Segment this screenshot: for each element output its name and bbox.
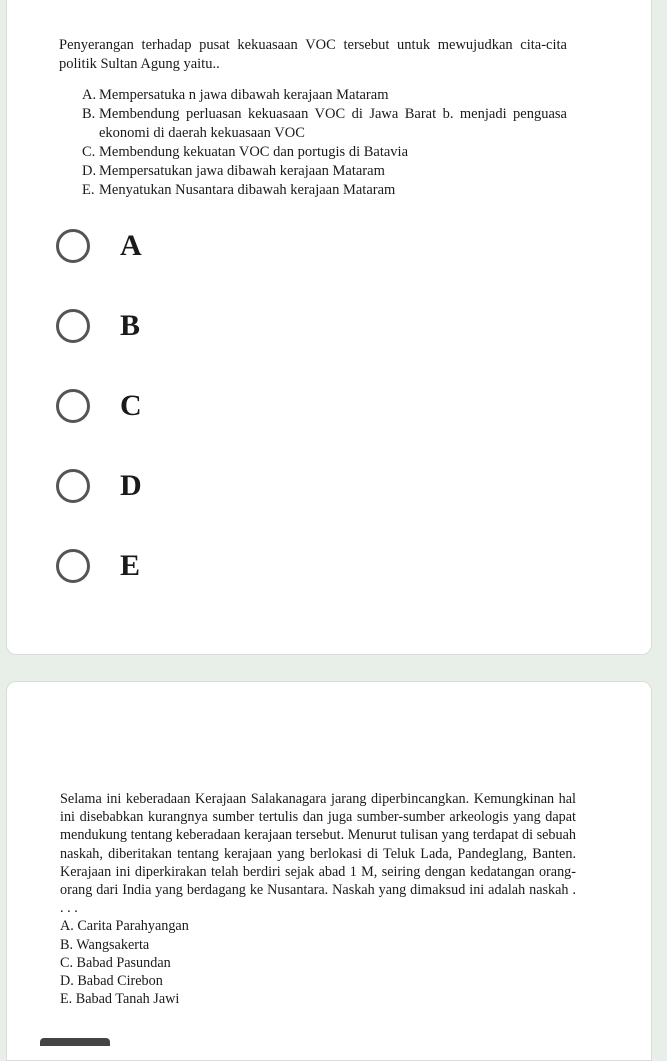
partial-element-bottom [40,1038,110,1046]
answer-choice-label: A [120,229,142,262]
question-1-image-text [59,36,567,200]
answer-choice-b[interactable] [56,306,140,346]
question-1-option-b: B. Membendung perluasan kekuasaan VOC di Jawa Barat b. menjadi penguasa ekonomi di daerah kekuasaan VOC [82,106,567,141]
question-2-option-e: E. Babad Tanah Jawi [60,991,180,1008]
question-2-stem: Selama ini keberadaan Kerajaan Salakanagara jarang diperbincangkan. Kemungkinan hal ini disebabkan kurangnya sumber tertulis dan juga sumber-sumber arkeologis yang dapat mendukung tentang keberadaan kerajaan tersebut. Menurut tulisan yang terdapat di sebuah naskah, diberitakan tentang kerajaan yang berlokasi di Teluk Lada, Pandeglang, Banten. Kerajaan ini diperkirakan telah berdiri sejak abad 1 M, seiring dengan kedatangan orang-orang dari India yang berdagang ke Nusantara. Naskah yang dimaksud ini adalah naskah . . . . [60,791,576,917]
answer-choice-label: D [120,469,142,502]
question-1-option-a: A. Mempersatuka n jawa dibawah kerajaan Mataram [82,87,389,103]
radio-circle-icon[interactable] [56,309,90,343]
answer-choice-label: B [120,309,141,342]
question-2-option-c: C. Babad Pasundan [60,954,171,971]
question-2-option-d: D. Babad Cirebon [60,973,163,990]
radio-circle-icon[interactable] [56,549,90,583]
question-1-option-d: D. Mempersatukan jawa dibawah kerajaan Mataram [82,163,385,179]
radio-circle-icon[interactable] [56,229,90,263]
answer-choice-d[interactable] [56,466,142,506]
answer-choice-c[interactable] [56,386,142,426]
answer-choice-a[interactable] [56,226,142,266]
question-2-option-b: B. Wangsakerta [60,936,150,953]
radio-circle-icon[interactable] [56,389,90,423]
answer-choice-label: E [120,549,141,582]
question-2-option-a: A. Carita Parahyangan [60,918,189,935]
question-1-option-e: E. Menyatukan Nusantara dibawah kerajaan Mataram [82,182,396,198]
question-1-stem: Penyerangan terhadap pusat kekuasaan VOC tersebut untuk mewujudkan cita-cita politik Sultan Agung yaitu.. [59,37,567,72]
answer-choice-label: C [120,389,142,422]
question-2-image-text [60,790,576,1008]
radio-circle-icon[interactable] [56,469,90,503]
answer-choice-e[interactable] [56,546,140,586]
question-1-option-c: C. Membendung kekuatan VOC dan portugis di Batavia [82,144,409,160]
